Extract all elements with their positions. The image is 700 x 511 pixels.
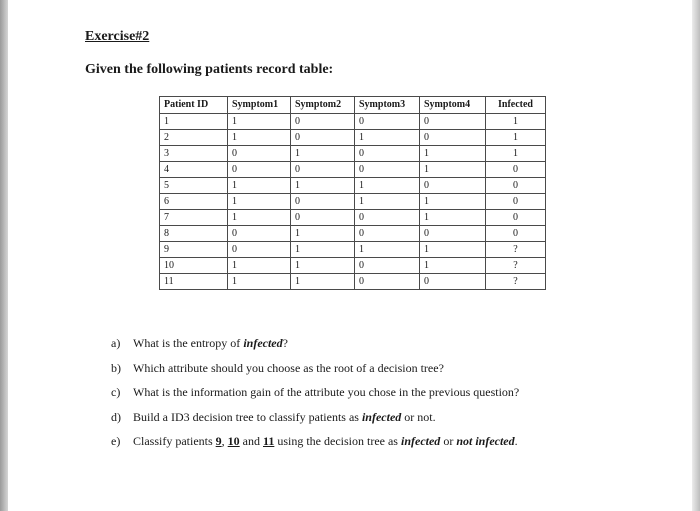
cell-symptom4: 1 [420,146,486,162]
cell-symptom1: 1 [228,130,291,146]
cell-symptom3: 0 [355,274,420,290]
cell-symptom1: 0 [228,146,291,162]
col-header-symptom1: Symptom1 [228,97,291,114]
table-row [160,114,546,130]
cell-symptom1: 0 [228,242,291,258]
cell-symptom2: 0 [291,114,355,130]
question-text: What is the information gain of the attribute you chose in the previous question? [133,385,520,399]
cell-patient-id: 6 [160,194,228,210]
cell-symptom1: 0 [228,162,291,178]
table-row [160,194,546,210]
table-row [160,130,546,146]
cell-infected: 0 [486,162,546,178]
col-header-symptom4: Symptom4 [420,97,486,114]
separator: , [221,434,228,448]
question-a [111,336,519,361]
cell-symptom2: 1 [291,146,355,162]
cell-patient-id: 1 [160,114,228,130]
page-right-shadow [692,0,700,511]
cell-symptom2: 0 [291,130,355,146]
cell-symptom3: 1 [355,130,420,146]
table-row [160,146,546,162]
table-row [160,242,546,258]
cell-symptom3: 0 [355,162,420,178]
question-e [111,434,519,459]
table-row [160,274,546,290]
table-row [160,258,546,274]
question-end: ? [282,336,288,350]
cell-symptom1: 1 [228,194,291,210]
cell-patient-id: 8 [160,226,228,242]
document-page [8,0,692,511]
page-left-shadow [0,0,8,511]
question-label: d) [111,409,121,424]
cell-symptom2: 0 [291,210,355,226]
patients-record-table [159,96,546,290]
cell-infected: ? [486,274,546,290]
cell-patient-id: 3 [160,146,228,162]
cell-symptom3: 0 [355,258,420,274]
cell-symptom4: 0 [420,114,486,130]
cell-symptom4: 1 [420,162,486,178]
cell-symptom4: 0 [420,178,486,194]
cell-symptom1: 1 [228,178,291,194]
cell-symptom1: 0 [228,226,291,242]
col-header-symptom2: Symptom2 [291,97,355,114]
cell-patient-id: 2 [160,130,228,146]
cell-symptom3: 0 [355,210,420,226]
cell-symptom4: 1 [420,258,486,274]
exercise-heading: Exercise#2 [85,29,150,44]
cell-symptom4: 0 [420,274,486,290]
question-label: e) [111,434,121,448]
cell-symptom1: 1 [228,210,291,226]
cell-symptom4: 0 [420,130,486,146]
cell-patient-id: 9 [160,242,228,258]
cell-infected: ? [486,258,546,274]
cell-symptom3: 1 [355,178,420,194]
cell-infected: 0 [486,178,546,194]
table-row [160,162,546,178]
table-row [160,178,546,194]
patient-number-9: 9 [215,434,222,448]
emphasis-term: infected [361,409,402,424]
table-row [160,210,546,226]
cell-symptom4: 1 [420,194,486,210]
question-text: Which attribute should you choose as the root of a decision tree? [133,360,444,375]
cell-infected: 1 [486,130,546,146]
question-end: . [514,434,518,448]
cell-patient-id: 5 [160,178,228,194]
cell-patient-id: 10 [160,258,228,274]
cell-symptom2: 1 [291,226,355,242]
cell-symptom2: 1 [291,178,355,194]
question-text-cont: or [440,434,457,448]
col-header-patient-id: Patient ID [160,97,228,114]
question-b [111,361,519,386]
question-text: Build a ID3 decision tree to classify patients as [133,409,362,424]
cell-symptom1: 1 [228,274,291,290]
cell-symptom3: 1 [355,194,420,210]
question-label: a) [111,336,121,350]
cell-infected: 1 [486,114,546,130]
separator: and [239,434,263,448]
cell-symptom4: 0 [420,226,486,242]
cell-symptom3: 0 [355,226,420,242]
question-list [111,336,519,459]
cell-symptom2: 0 [291,162,355,178]
question-d [111,410,519,435]
intro-text: Given the following patients record table: [85,62,334,77]
cell-patient-id: 11 [160,274,228,290]
question-label: c) [111,385,121,399]
question-label: b) [111,360,121,375]
cell-infected: ? [486,242,546,258]
cell-patient-id: 7 [160,210,228,226]
cell-infected: 0 [486,226,546,242]
cell-symptom3: 0 [355,146,420,162]
question-c [111,385,519,410]
emphasis-term: not infected [456,434,515,448]
patient-number-10: 10 [227,434,240,448]
cell-symptom4: 1 [420,242,486,258]
question-text: What is the entropy of [133,336,244,350]
table-header-row [160,97,546,114]
cell-symptom2: 0 [291,194,355,210]
cell-infected: 0 [486,194,546,210]
cell-symptom1: 1 [228,258,291,274]
emphasis-term: infected [243,336,283,350]
cell-symptom2: 1 [291,274,355,290]
cell-symptom2: 1 [291,258,355,274]
cell-infected: 0 [486,210,546,226]
cell-patient-id: 4 [160,162,228,178]
patient-number-11: 11 [263,434,275,448]
emphasis-term: infected [400,434,441,448]
col-header-symptom3: Symptom3 [355,97,420,114]
question-text: Classify patients [133,434,216,448]
col-header-infected: Infected [486,97,546,114]
question-end: or not. [401,409,436,424]
cell-symptom3: 0 [355,114,420,130]
cell-symptom4: 1 [420,210,486,226]
cell-symptom1: 1 [228,114,291,130]
cell-symptom2: 1 [291,242,355,258]
table-row [160,226,546,242]
question-text-cont: using the decision tree as [274,434,401,448]
cell-symptom3: 1 [355,242,420,258]
cell-infected: 1 [486,146,546,162]
